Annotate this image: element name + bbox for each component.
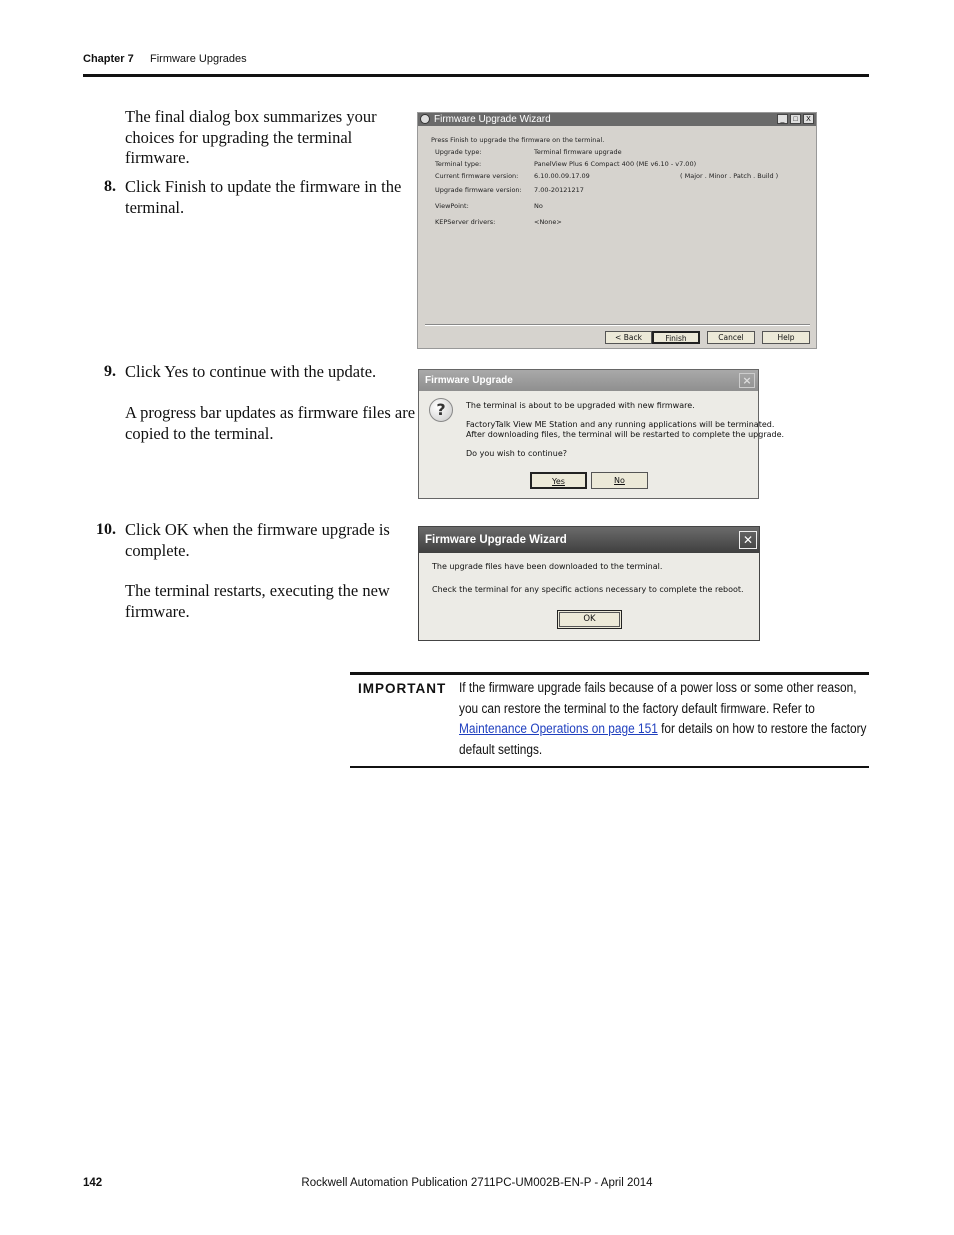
dialog-titlebar [419,527,759,553]
button-separator [425,324,810,326]
important-top-rule [350,672,869,675]
dialog-titlebar [419,370,758,391]
summary-value: Terminal firmware upgrade [534,148,622,156]
dialog-title: Firmware Upgrade Wizard [425,534,567,546]
firmware-upgrade-wizard-window [417,112,817,349]
summary-label: Upgrade type: [435,148,482,156]
intro-paragraph: The final dialog box summarizes your choices for upgrading the terminal firmware. [125,107,377,167]
important-bottom-rule [350,766,869,768]
step-note: The terminal restarts, executing the new firmware. [125,581,390,621]
yes-button[interactable]: Yes [530,472,587,489]
maintenance-operations-link[interactable]: Maintenance Operations on page 151 [459,721,658,736]
summary-label: Upgrade firmware version: [435,186,522,194]
important-label: IMPORTANT [358,681,447,696]
maximize-button[interactable]: □ [790,114,801,124]
summary-value: 7.00-20121217 [534,186,584,194]
close-button[interactable]: × [739,373,755,388]
summary-value: 6.10.00.09.17.09 [534,172,590,180]
no-button[interactable]: No [591,472,648,489]
step-text: Click Yes to continue with the update. [125,362,377,381]
finish-button[interactable]: Finish [652,331,700,344]
close-button[interactable]: ✕ [739,531,757,549]
chapter-title: Firmware Upgrades [150,53,247,65]
step-number: 9. [104,363,116,380]
step-note: A progress bar updates as firmware files are copied to the terminal. [125,403,416,443]
dialog-message: After downloading files, the terminal will be restarted to complete the upgrade. [466,430,785,439]
summary-label: Terminal type: [435,160,482,168]
dialog-message: Check the terminal for any specific actions necessary to complete the reboot. [432,585,744,594]
firmware-upgrade-confirm-dialog [418,369,785,499]
dialog-message: The upgrade files have been downloaded to the terminal. [432,562,663,571]
summary-value: <None> [534,218,562,226]
header-rule [83,74,869,77]
step-number: 8. [104,178,116,195]
summary-label: Current firmware version: [435,172,519,180]
dialog-message: The terminal is about to be upgraded with new firmware. [466,401,695,410]
version-format-note: ( Major . Minor . Patch . Build ) [680,172,779,180]
question-icon: ? [429,398,453,422]
upgrade-complete-dialog [418,526,760,641]
step-text: Click Finish to update the firmware in the terminal. [125,177,402,217]
publication-info: Rockwell Automation Publication 2711PC-UM002B-EN-P - April 2014 [301,1177,653,1189]
summary-value: No [534,202,543,210]
summary-label: ViewPoint: [435,202,469,210]
ok-button[interactable]: OK [557,610,622,629]
window-titlebar [418,113,816,126]
step-text: Click OK when the firmware upgrade is complete. [125,520,390,560]
close-button[interactable]: X [803,114,814,124]
page-number: 142 [83,1177,103,1189]
dialog-message: FactoryTalk View ME Station and any running applications will be terminated. [466,420,775,429]
summary-intro: Press Finish to upgrade the firmware on the terminal. [431,136,605,144]
help-button[interactable]: Help [762,331,810,344]
window-title: Firmware Upgrade Wizard [434,114,551,125]
dialog-title: Firmware Upgrade [425,375,513,386]
dialog-message: Do you wish to continue? [466,449,567,458]
chapter-label: Chapter 7 [83,53,134,65]
cancel-button[interactable]: Cancel [707,331,755,344]
back-button[interactable]: < Back [605,331,652,344]
minimize-button[interactable]: _ [777,114,788,124]
important-text: If the firmware upgrade fails because of a power loss or some other reason, you can restore the terminal to the factory default firmware. Refer to Maintenance Operations on page 151 for details on how to restore the factory default settings. [459,680,867,757]
summary-value: PanelView Plus 6 Compact 400 (ME v6.10 - v7.00) [534,160,697,168]
app-icon [420,114,430,124]
step-number: 10. [96,521,116,538]
summary-label: KEPServer drivers: [435,218,496,226]
